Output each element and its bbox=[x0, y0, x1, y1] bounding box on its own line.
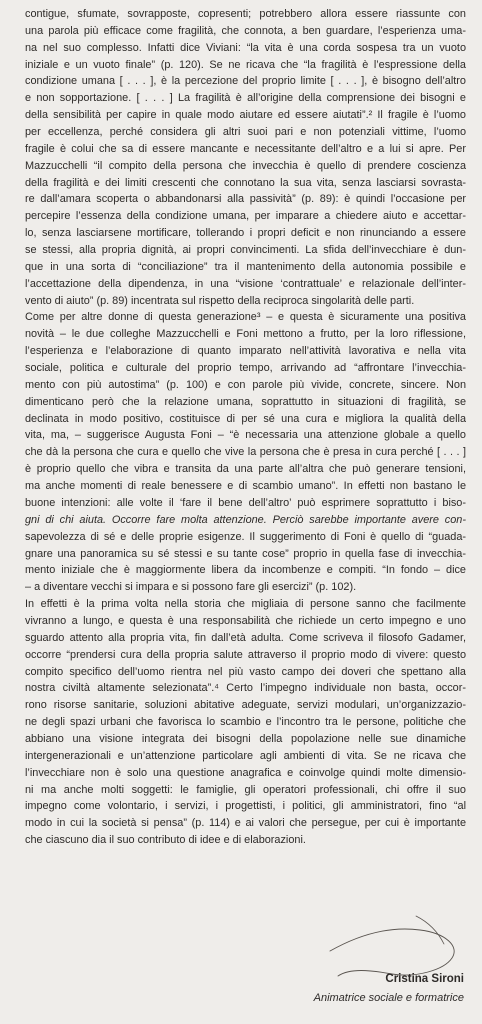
text-line: se stessi, alla propria dignità, ai propri convincimenti. La sfida dell’invecchiare è dun- bbox=[25, 244, 466, 257]
text-line: impegno come volontario, i servizi, i progettisti, i politici, gli amministratori, fino “al bbox=[25, 800, 466, 813]
text-line: vita, ma, – suggerisce Augusta Foni – “è necessaria una attenzione globale a quello bbox=[25, 429, 466, 442]
text-line: vento di aiuto” (p. 89) incentrata sul rispetto della reciproca singolarità delle parti. bbox=[25, 294, 415, 307]
text-line: sguardo attento alla propria vita, fin dall’età adulta. Come scriveva il filosofo Gadamer, bbox=[25, 631, 466, 644]
text-line: che dà la persona che cura e quello che vive la persona che è presa in cura perché [ . . . ] bbox=[25, 446, 466, 459]
text-line: l’invecchiare non è solo una questione anagrafica e coinvolge quindi molte dimensio- bbox=[25, 766, 466, 779]
text-line: Mazzucchelli “il compito della persona che invecchia è quello di prendere coscienza bbox=[25, 159, 466, 172]
text-line: per eccellenza, perché considera gli altri suoi pari e non potenziali vittime, l’uomo bbox=[25, 126, 466, 139]
text-line: buone intenzioni: alle volte il ‘fare il bene dell’altro’ può esprimere soprattutto i biso- bbox=[25, 496, 466, 509]
author-name: Cristina Sironi bbox=[385, 973, 464, 985]
text-line: percepire l’essenza della condizione umana, per imparare a chiedere aiuto e accettar- bbox=[25, 210, 466, 223]
text-line: una parola più efficace come fragilità, che connota, a ben guardare, l’esperienza uma- bbox=[25, 24, 466, 37]
text-line: contigue, sfumate, sovrapposte, copresenti; potrebbero allora essere riassunte con bbox=[25, 8, 466, 20]
text-line: l’esperienza e l’elaborazione di quanto imparato nell’attività lavorativa e nella vita bbox=[25, 345, 466, 358]
text-line: In effetti è la prima volta nella storia che migliaia di persone sanno che facilmente bbox=[25, 598, 466, 611]
text-line: dimenticano però che la relazione umana, soprattutto in situazioni di fragilità, se bbox=[25, 395, 466, 408]
text-line: e non sopportazione. [ . . . ] La fragilità è all’origine della comprensione dei bisogni e bbox=[25, 92, 466, 105]
text-line: ma anche momenti di reale benessere e di scambio umano”. In effetti non bastano le bbox=[25, 480, 466, 493]
text-line: mento iniziale che è maggiormente libera da incombenze e compiti. “In fondo – dice bbox=[25, 564, 466, 577]
text-line: – a diventare vecchi si impara e si possono fare gli esercizi” (p. 102). bbox=[25, 581, 357, 594]
text-line: modo in cui la società si pensa” (p. 114) e ai valori che persegue, per cui è importante bbox=[25, 817, 466, 830]
text-line: fragile è colui che sa di essere mancante e necessitante dell’altro e a lui si apre. Per bbox=[25, 142, 466, 155]
text-line: na nel suo complesso. Infatti dice Viviani: “la vita è una corda sospesa tra un vuoto bbox=[25, 41, 466, 54]
text-line: que in una sorta di “conciliazione” tra il mantenimento della autonomia possibile e bbox=[25, 260, 466, 273]
author-role: Animatrice sociale e formatrice bbox=[313, 992, 464, 1004]
text-line: mento con più autostima” (p. 100) e con parole più vivide, concrete, sincere. Non bbox=[25, 378, 466, 391]
text-line: che ciascuno dia il suo contributo di idee e di elaborazioni. bbox=[25, 834, 306, 847]
text-line: occorre “prendersi cura della propria salute attraverso il proprio modo di vivere: questo bbox=[25, 648, 466, 661]
text-line: della fragilità e dei limiti crescenti che connotano la sua vita, senza lasciarsi sovrasta- bbox=[25, 176, 466, 189]
text-line: l’accettazione della dipendenza, in una “visione ‘contrattuale’ e relazionale dell’inter- bbox=[25, 277, 466, 290]
text-line: sociale, politica e culturale del proprio tempo, arrivando ad “affrontare l’invecchia- bbox=[25, 362, 466, 375]
text-line: Come per altre donne di questa generazione³ – e questa è sicuramente una positiva bbox=[25, 311, 466, 324]
text-line: lo, senza lasciarsene mortificare, tollerando i propri deficit e non rinunciando a essere bbox=[25, 227, 466, 240]
text-line: nostra civiltà altamente selezionata”.⁴ Certo l’impegno individuale non basta, occor- bbox=[25, 682, 466, 695]
text-line: sapevolezza di sé e delle proprie esigenze. Il suggerimento di Foni è quello di “guada- bbox=[25, 530, 466, 543]
text-line: gni di chi aiuta. Occorre fare molta attenzione. Perciò sarebbe importante avere con- bbox=[25, 513, 466, 526]
text-line: intergenerazionali e un’attenzione particolare agli ambienti di vita. Se ne ricava che bbox=[25, 749, 466, 762]
text-line: ne degli spazi urbani che favorisca lo scambio e l’incontro tra le persone, politiche che bbox=[25, 716, 466, 729]
text-line: compito specifico dell’uomo rientra nel più vasto campo dei doveri che spettano alla bbox=[25, 665, 466, 678]
text-line: re dall’amara scoperta o abbandonarsi alla passività” (p. 89): è quindi l’occasione per bbox=[25, 193, 466, 206]
text-line: iniziale e un vuoto finale” (p. 120). Se ne ricava che “la fragilità è l’espressione della bbox=[25, 58, 466, 71]
text-line: vivranno a lungo, e questa è una responsabilità che richiede un certo impegno e uno bbox=[25, 614, 466, 627]
text-line: gnare una panoramica su sé stessi e su tante cose” proprio in quella fase di invecchia- bbox=[25, 547, 466, 560]
text-line: novità – le due colleghe Mazzucchelli e Foni mettono a frutto, per la loro riflessione, bbox=[25, 328, 466, 341]
text-line: rono risorse sanitarie, soluzioni abitative adeguate, servizi modulari, un’organizzazio- bbox=[25, 699, 466, 712]
text-line: è proprio quello che vibra e transita da una parte all’altra che può generare tensioni, bbox=[25, 463, 466, 476]
text-line: declinata in modo positivo, costituisce di per sé una cura e migliora la qualità della bbox=[25, 412, 466, 425]
text-line: abbiano una visione integrata dei bisogni della popolazione nelle sue dinamiche bbox=[25, 732, 466, 745]
article-body bbox=[25, 6, 466, 849]
text-line: condizione umana [ . . . ], è la percezione del proprio limite [ . . . ], è bisogno dell’altro bbox=[25, 75, 466, 88]
text-line: ni ma anche molti soggetti: le famiglie, gli operatori professionali, chi offre il suo bbox=[25, 783, 466, 796]
text-line: della sensibilità per capire in quale modo aiutare ed essere aiutati”.² Il fragile è l’uomo bbox=[25, 109, 466, 122]
